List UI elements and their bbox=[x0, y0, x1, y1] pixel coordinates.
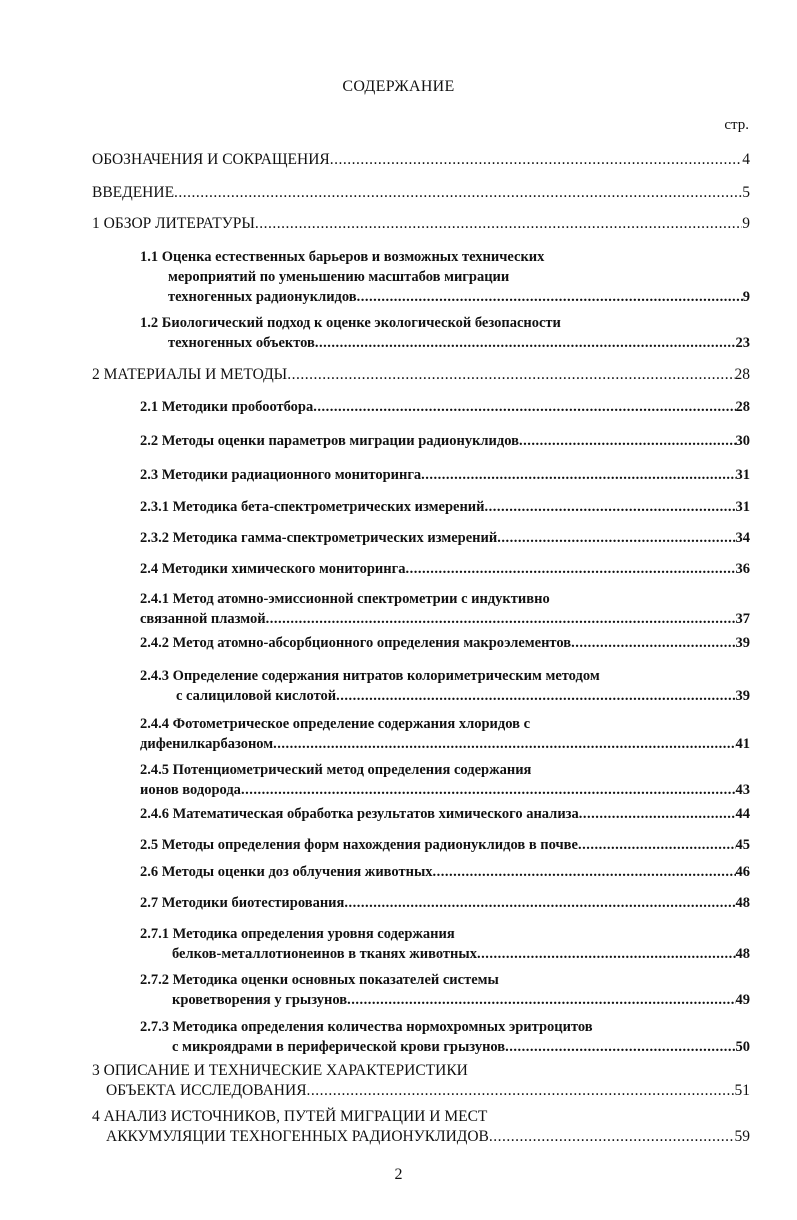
toc-entry[interactable] bbox=[140, 247, 750, 307]
toc-entry-text: 3 ОПИСАНИЕ И ТЕХНИЧЕСКИЕ ХАРАКТЕРИСТИКИ bbox=[92, 1062, 468, 1079]
leader-dots bbox=[485, 497, 736, 517]
leader-dots bbox=[287, 365, 734, 385]
toc-entry-text: 2.4.4 Фотометрическое определение содержания хлоридов с bbox=[140, 716, 531, 732]
toc-entry[interactable] bbox=[140, 431, 750, 451]
toc-page-number: 50 bbox=[735, 1039, 750, 1055]
toc-page-number: 41 bbox=[735, 736, 750, 752]
toc-page-number: 37 bbox=[735, 611, 750, 627]
toc-page-number: 51 bbox=[734, 1082, 750, 1099]
leader-dots bbox=[174, 183, 742, 203]
toc-entry-text: техногенных радионуклидов bbox=[168, 289, 357, 305]
toc-entry-text: 1.2 Биологический подход к оценке экологической безопасности bbox=[140, 315, 561, 331]
toc-entry[interactable] bbox=[92, 183, 750, 203]
toc-entry-text: 2.7.3 Методика определения количества нормохромных эритроцитов bbox=[140, 1019, 593, 1035]
toc-entry[interactable] bbox=[92, 1107, 750, 1147]
toc-entry[interactable] bbox=[140, 1017, 750, 1057]
page-column-label: стр. bbox=[724, 117, 749, 133]
toc-entry-text: 2.7.2 Методика оценки основных показателей системы bbox=[140, 972, 499, 988]
toc-entry-text: 2.7 Методики биотестирования bbox=[140, 895, 345, 911]
toc-page-number: 34 bbox=[735, 530, 750, 546]
toc-entry[interactable] bbox=[92, 150, 750, 170]
toc-entry[interactable] bbox=[140, 528, 750, 548]
toc-entry[interactable] bbox=[140, 924, 750, 964]
toc-entry-text: 2.4.3 Определение содержания нитратов колориметрическим методом bbox=[140, 668, 600, 684]
toc-entry-text: 4 АНАЛИЗ ИСТОЧНИКОВ, ПУТЕЙ МИГРАЦИИ И МЕСТ bbox=[92, 1108, 488, 1125]
toc-entry-text: ионов водорода bbox=[140, 782, 241, 798]
toc-entry[interactable] bbox=[140, 760, 750, 800]
toc-page-number: 44 bbox=[735, 806, 750, 822]
toc-entry[interactable] bbox=[140, 465, 750, 485]
leader-dots bbox=[578, 835, 736, 855]
toc-entry-text: 2.4.5 Потенциометрический метод определения содержания bbox=[140, 762, 532, 778]
toc-entry[interactable] bbox=[140, 970, 750, 1010]
toc-entry-text: с микроядрами в периферической крови грызунов bbox=[172, 1039, 506, 1055]
toc-page-number: 30 bbox=[735, 433, 750, 449]
toc-page-number: 46 bbox=[735, 864, 750, 880]
leader-dots bbox=[405, 559, 735, 579]
toc-page-number: 59 bbox=[734, 1128, 750, 1145]
toc-entry-text: 2.6 Методы оценки доз облучения животных bbox=[140, 864, 433, 880]
toc-entry-text: 1 ОБЗОР ЛИТЕРАТУРЫ bbox=[92, 215, 255, 232]
toc-entry-text: 2.1 Методики пробоотбора bbox=[140, 399, 314, 415]
toc-entry[interactable] bbox=[140, 589, 750, 629]
leader-dots bbox=[315, 333, 736, 353]
toc-page-number: 36 bbox=[735, 561, 750, 577]
toc-entry-text: 2.4 Методики химического мониторинга bbox=[140, 561, 406, 577]
toc-page-number: 39 bbox=[735, 688, 750, 704]
toc-entry-text: ОБОЗНАЧЕНИЯ И СОКРАЩЕНИЯ bbox=[92, 151, 330, 168]
toc-page-number: 23 bbox=[735, 335, 750, 351]
leader-dots bbox=[497, 528, 735, 548]
toc-entry-text: с салициловой кислотой bbox=[176, 688, 337, 704]
toc-entry-text: 2.7.1 Методика определения уровня содержания bbox=[140, 926, 455, 942]
toc-entry-text: техногенных объектов bbox=[168, 335, 315, 351]
leader-dots bbox=[336, 686, 735, 706]
leader-dots bbox=[313, 397, 735, 417]
toc-entry-text: АККУМУЛЯЦИИ ТЕХНОГЕННЫХ РАДИОНУКЛИДОВ bbox=[106, 1128, 489, 1145]
toc-entry-text: кроветворения у грызунов bbox=[172, 992, 348, 1008]
toc-page-number: 28 bbox=[734, 366, 750, 383]
toc-entry-text: связанной плазмой bbox=[140, 611, 266, 627]
toc-page-number: 5 bbox=[742, 184, 750, 201]
leader-dots bbox=[489, 1127, 735, 1147]
toc-page-number: 9 bbox=[742, 215, 750, 232]
toc-entry[interactable] bbox=[140, 714, 750, 754]
toc-entry-text: 2.3.2 Методика гамма-спектрометрических измерений bbox=[140, 530, 498, 546]
leader-dots bbox=[357, 287, 743, 307]
toc-entry[interactable] bbox=[140, 497, 750, 517]
leader-dots bbox=[347, 990, 735, 1010]
leader-dots bbox=[344, 893, 735, 913]
leader-dots bbox=[330, 150, 743, 170]
toc-entry-text: 2.5 Методы определения форм нахождения радионуклидов в почве bbox=[140, 837, 578, 853]
toc-entry[interactable] bbox=[140, 633, 750, 653]
toc-entry-text: 2.4.1 Метод атомно-эмиссионной спектрометрии с индуктивно bbox=[140, 591, 550, 607]
leader-dots bbox=[433, 862, 736, 882]
toc-entry[interactable] bbox=[140, 804, 750, 824]
toc-entry-text: ВВЕДЕНИЕ bbox=[92, 184, 175, 201]
leader-dots bbox=[255, 214, 742, 234]
toc-entry-text: 2.4.6 Математическая обработка результатов химического анализа bbox=[140, 806, 579, 822]
toc-entry-text: 2.2 Методы оценки параметров миграции радионуклидов bbox=[140, 433, 519, 449]
toc-entry-text: 2.3 Методики радиационного мониторинга bbox=[140, 467, 422, 483]
toc-page-number: 49 bbox=[735, 992, 750, 1008]
toc-entry-text: дифенилкарбазоном bbox=[140, 736, 274, 752]
toc-page-number: 48 bbox=[735, 946, 750, 962]
toc-entry[interactable] bbox=[92, 1061, 750, 1101]
leader-dots bbox=[421, 465, 735, 485]
leader-dots bbox=[579, 804, 736, 824]
toc-page-number: 43 bbox=[735, 782, 750, 798]
toc-entry[interactable] bbox=[92, 214, 750, 234]
toc-entry[interactable] bbox=[140, 862, 750, 882]
leader-dots bbox=[519, 431, 736, 451]
toc-entry-text: ОБЪЕКТА ИССЛЕДОВАНИЯ bbox=[106, 1082, 307, 1099]
leader-dots bbox=[241, 780, 736, 800]
toc-page-number: 28 bbox=[735, 399, 750, 415]
leader-dots bbox=[505, 1037, 735, 1057]
toc-page-number: 9 bbox=[742, 289, 750, 305]
toc-page-number: 31 bbox=[735, 467, 750, 483]
toc-entry[interactable] bbox=[92, 365, 750, 385]
toc-page-number: 48 bbox=[735, 895, 750, 911]
page-number: 2 bbox=[394, 1166, 403, 1183]
leader-dots bbox=[571, 633, 735, 653]
page-title: СОДЕРЖАНИЕ bbox=[342, 78, 455, 95]
toc-entry[interactable] bbox=[140, 835, 750, 855]
leader-dots bbox=[307, 1081, 735, 1101]
toc-page-number: 39 bbox=[735, 635, 750, 651]
toc-page-number: 45 bbox=[735, 837, 750, 853]
toc-entry-text: белков-металлотионеинов в тканях животных bbox=[172, 946, 477, 962]
toc-entry-text: 2.3.1 Методика бета-спектрометрических измерений bbox=[140, 499, 485, 515]
toc-entry[interactable] bbox=[140, 666, 750, 706]
toc-page-number: 31 bbox=[735, 499, 750, 515]
toc-entry-text: 2 МАТЕРИАЛЫ И МЕТОДЫ bbox=[92, 366, 288, 383]
toc-entry[interactable] bbox=[140, 559, 750, 579]
toc-entry-text: 2.4.2 Метод атомно-абсорбционного определения макроэлементов bbox=[140, 635, 572, 651]
toc-entry[interactable] bbox=[140, 893, 750, 913]
toc-entry[interactable] bbox=[140, 397, 750, 417]
leader-dots bbox=[266, 609, 736, 629]
leader-dots bbox=[477, 944, 736, 964]
toc-entry[interactable] bbox=[140, 313, 750, 353]
toc-entry-text: мероприятий по уменьшению масштабов миграции bbox=[168, 269, 510, 285]
toc-entry-text: 1.1 Оценка естественных барьеров и возможных технических bbox=[140, 249, 545, 265]
toc-page-number: 4 bbox=[742, 151, 750, 168]
leader-dots bbox=[273, 734, 735, 754]
